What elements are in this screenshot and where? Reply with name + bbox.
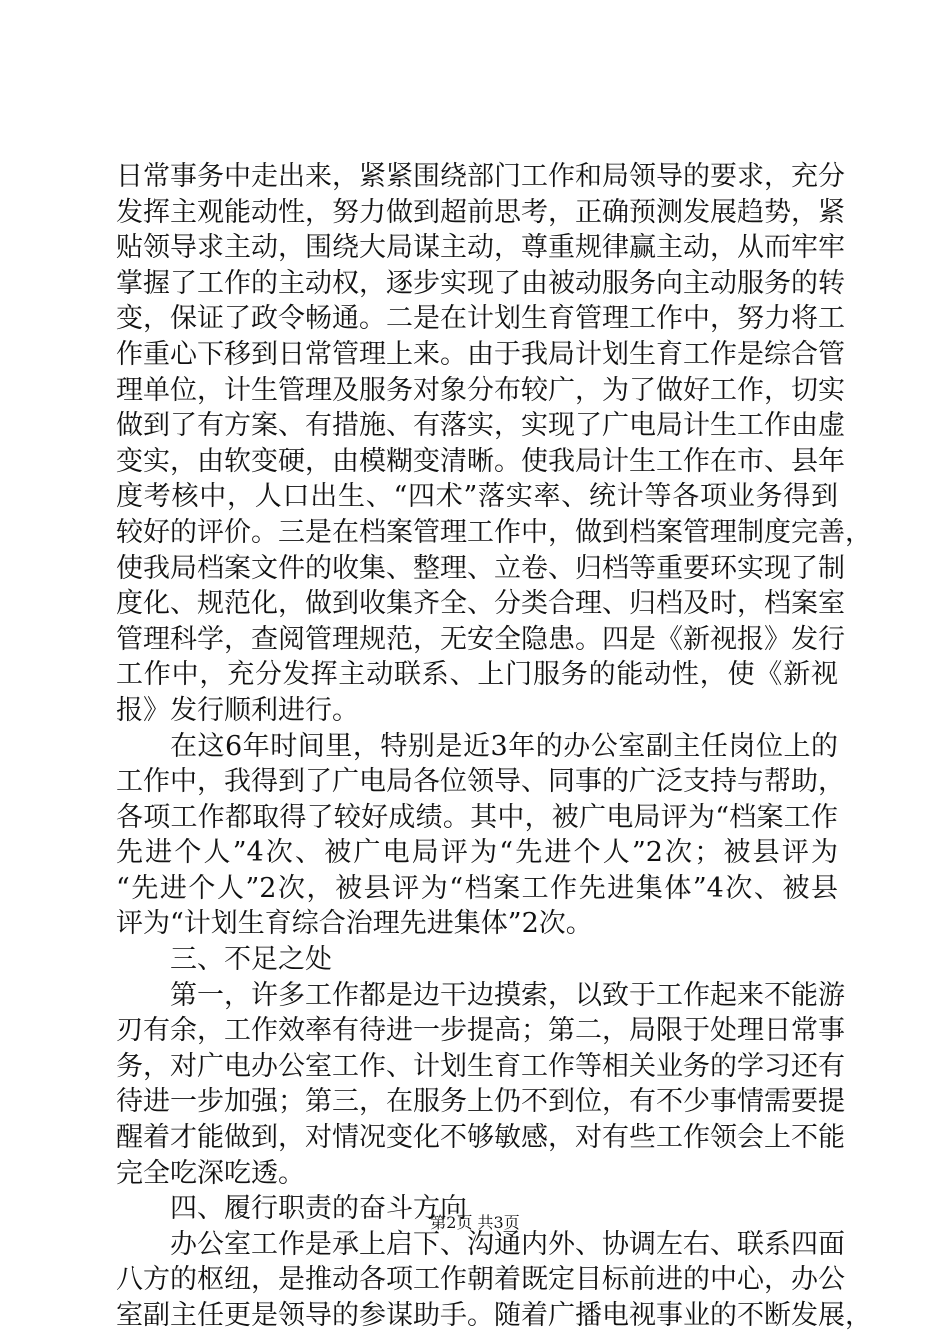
text-line: 待进一步加强；第三，在服务上仍不到位，有不少事情需要提 [116, 1086, 845, 1118]
text-line: 务，对广电办公室工作、计划生育工作等相关业务的学习还有 [116, 1050, 845, 1082]
text-line: 使我局档案文件的收集、整理、立卷、归档等重要环实现了制 [116, 552, 845, 584]
text-line: 发挥主观能动性，努力做到超前思考，正确预测发展趋势，紧 [116, 196, 845, 228]
section-heading: 四、履行职责的奋斗方向 [170, 1193, 467, 1225]
paragraph-first-line: 第一，许多工作都是边干边摸索，以致于工作起来不能游 [170, 979, 845, 1011]
text-line: 日常事务中走出来，紧紧围绕部门工作和局领导的要求，充分 [116, 161, 845, 192]
text-line: 评为“计划生育综合治理先进集体”2次。 [116, 908, 593, 940]
text-line: 贴领导求主动，围绕大局谋主动，尊重规律赢主动，从而牢牢 [116, 232, 845, 264]
text-line: 掌握了工作的主动权，逐步实现了由被动服务向主动服务的转 [116, 267, 845, 299]
text-line: 理单位，计生管理及服务对象分布较广，为了做好工作，切实 [116, 374, 845, 406]
text-line: 变实，由软变硬，由模糊变清晰。使我局计生工作在市、县年 [116, 445, 845, 477]
text-line: “先进个人”2次，被县评为“档案工作先进集体”4次、被县 [116, 872, 838, 904]
text-line: 先进个人”4次、被广电局评为“先进个人”2次；被县评为 [116, 837, 838, 869]
document-body [116, 159, 872, 1334]
text-line: 管理科学，查阅管理规范，无安全隐患。四是《新视报》发行 [116, 623, 845, 655]
text-line: 报》发行顺利进行。 [116, 694, 359, 726]
text-line: 工作中，我得到了广电局各位领导、同事的广泛支持与帮助， [116, 766, 845, 798]
text-line: 做到了有方案、有措施、有落实，实现了广电局计生工作由虚 [116, 410, 845, 442]
text-line: 各项工作都取得了较好成绩。其中，被广电局评为“档案工作 [116, 801, 838, 833]
paragraph-first-line: 办公室工作是承上启下、沟通内外、协调左右、联系四面 [170, 1228, 845, 1260]
text-line: 刃有余，工作效率有待进一步提高；第二，局限于处理日常事 [116, 1015, 845, 1047]
text-line: 八方的枢纽，是推动各项工作朝着既定目标前进的中心，办公 [116, 1264, 845, 1296]
text-line: 完全吃深吃透。 [116, 1157, 305, 1189]
page-number-footer: 第2页 共3页 [430, 1213, 520, 1232]
text-line: 作重心下移到日常管理上来。由于我局计划生育工作是综合管 [116, 338, 845, 370]
text-line: 较好的评价。三是在档案管理工作中，做到档案管理制度完善， [116, 516, 872, 548]
text-line: 度化、规范化，做到收集齐全、分类合理、归档及时，档案室 [116, 588, 845, 620]
paragraph-first-line: 在这6年时间里，特别是近3年的办公室副主任岗位上的 [170, 730, 838, 762]
text-line: 度考核中，人口出生、“四术”落实率、统计等各项业务得到 [116, 481, 838, 513]
text-line: 工作中，充分发挥主动联系、上门服务的能动性，使《新视 [116, 659, 838, 691]
section-heading: 三、不足之处 [170, 944, 332, 976]
text-line: 醒着才能做到，对情况变化不够敏感，对有些工作领会上不能 [116, 1122, 845, 1154]
text-line: 室副主任更是领导的参谋助手。随着广播电视事业的不断发展， [116, 1300, 872, 1331]
text-line: 变，保证了政令畅通。二是在计划生育管理工作中，努力将工 [116, 303, 845, 335]
